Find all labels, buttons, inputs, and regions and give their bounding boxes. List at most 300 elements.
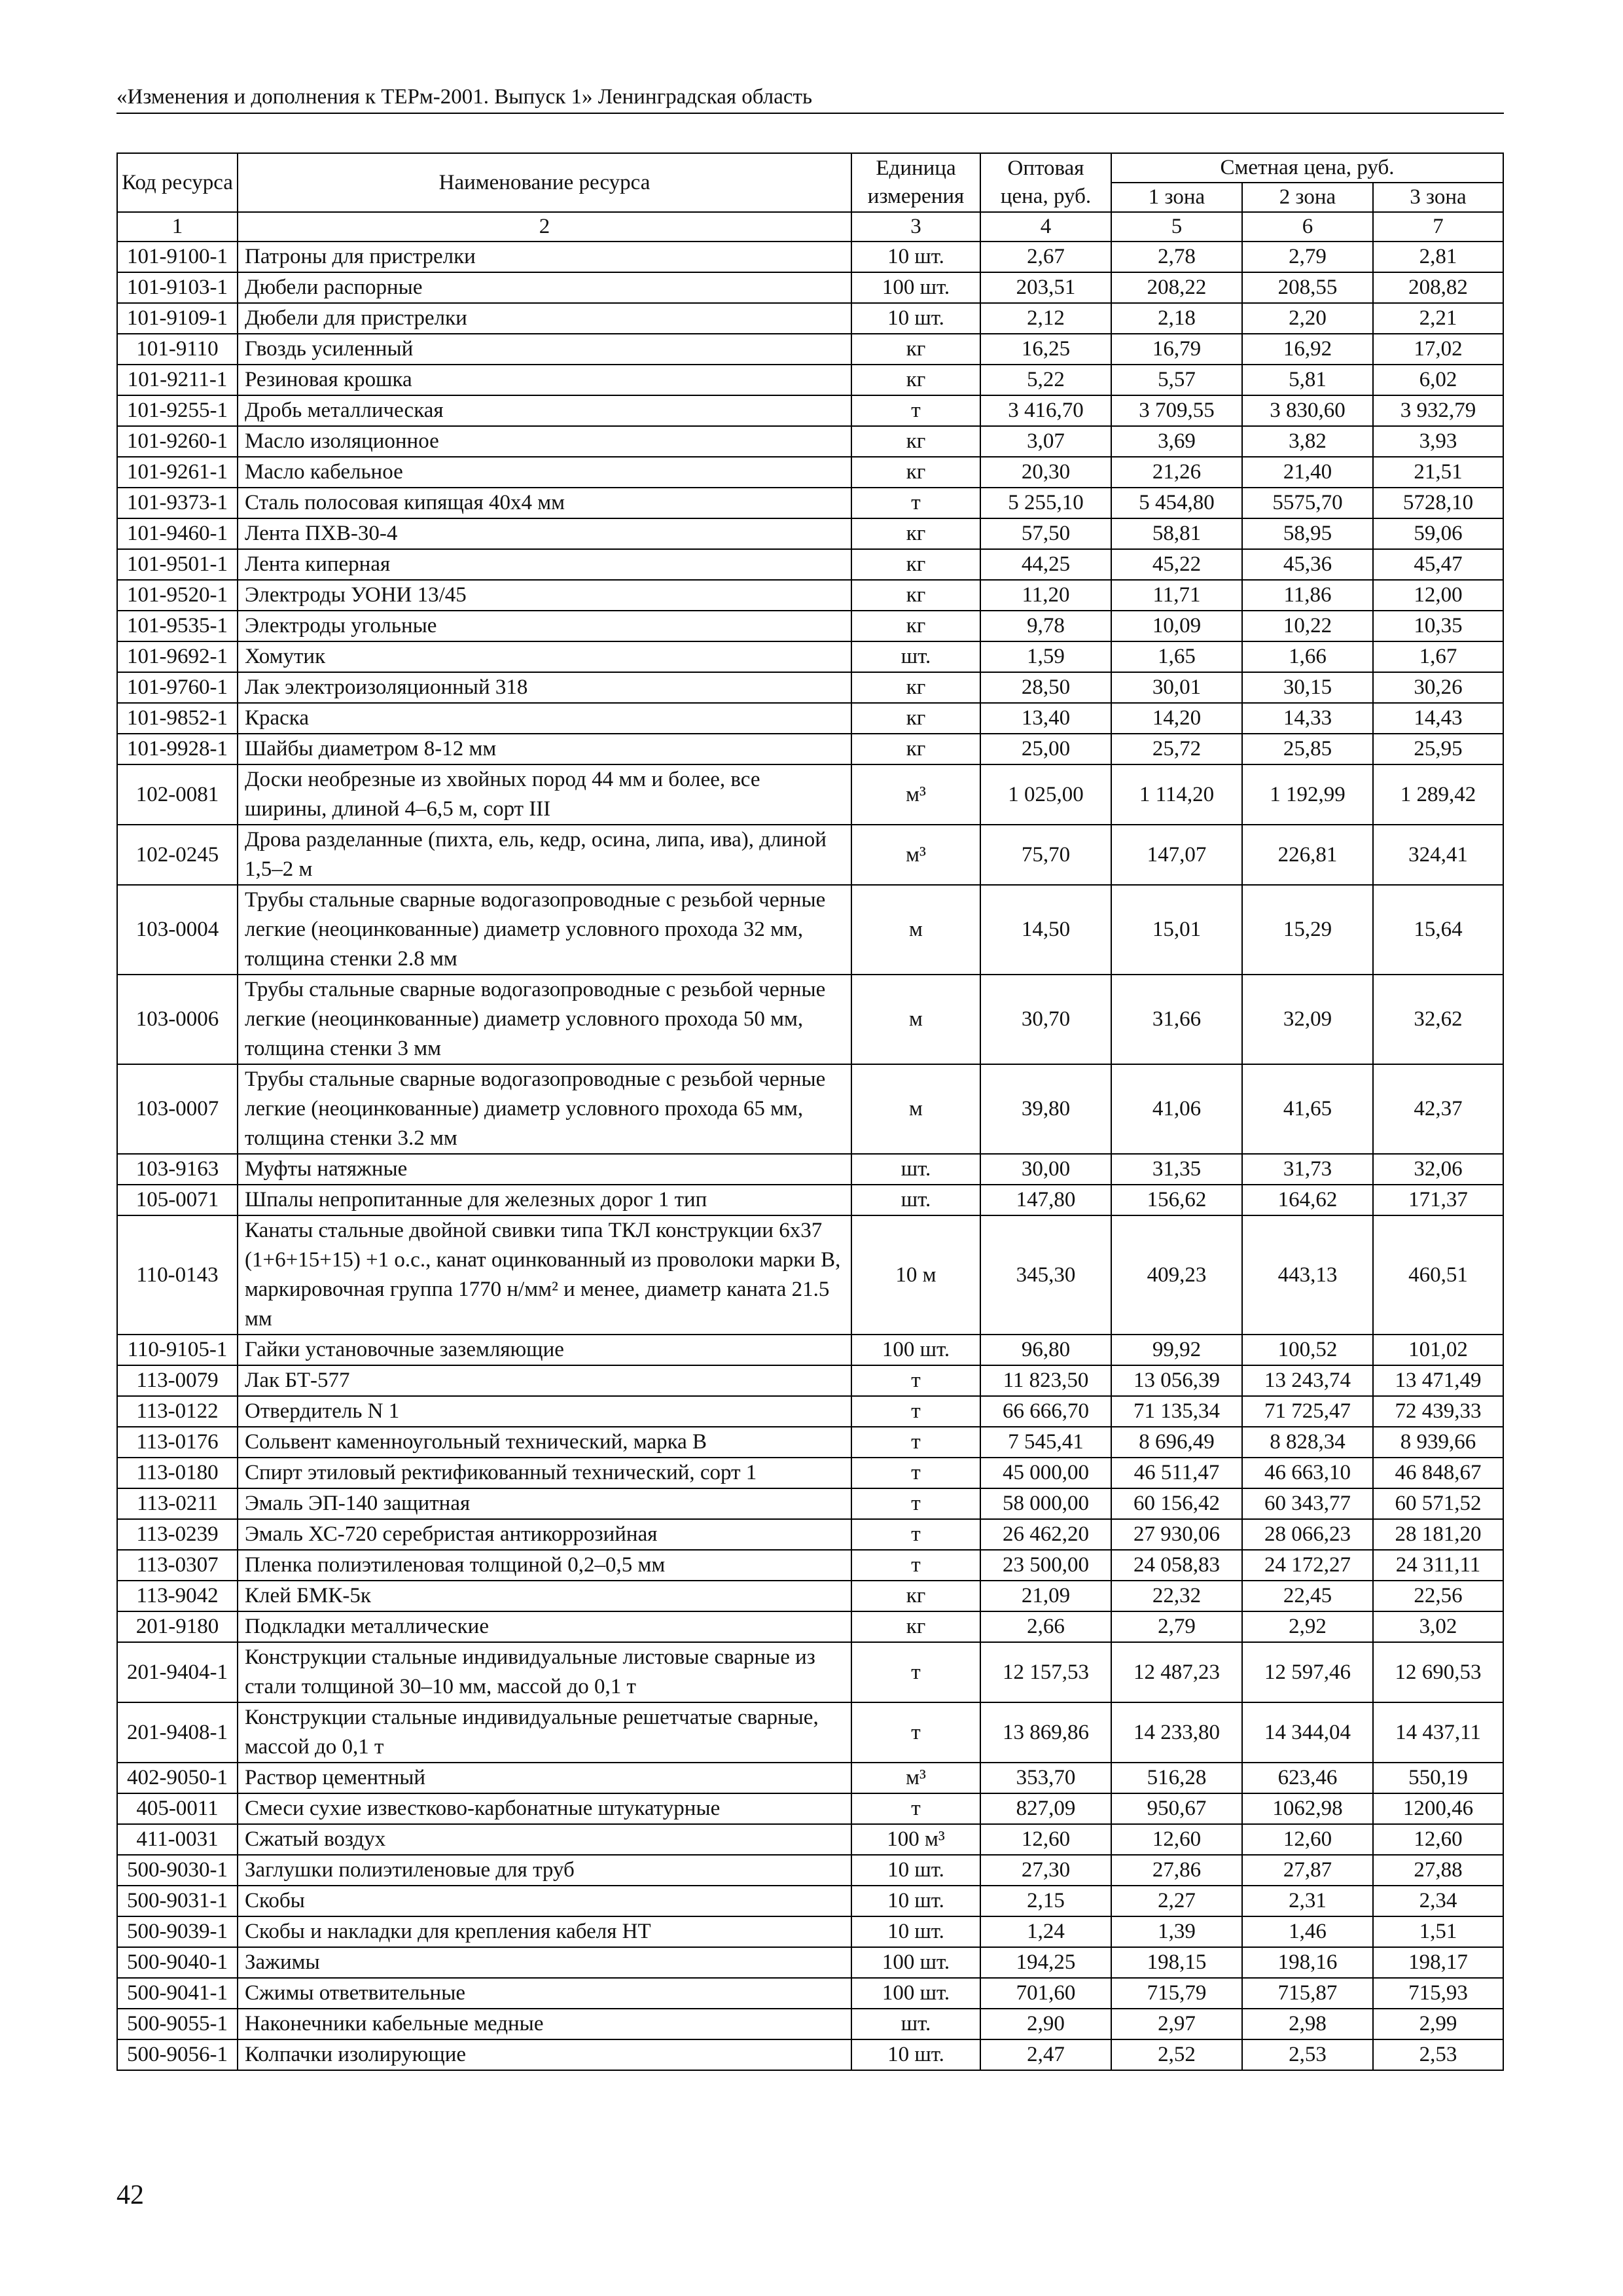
resource-name: Канаты стальные двойной свивки типа ТКЛ конструкции 6х37 (1+6+15+15) +1 о.с., канат оцинкованный из проволоки марки В, маркировочная группа 1770 н/мм² и менее, диаметр каната 21.5 мм bbox=[238, 1215, 851, 1335]
resource-code: 103-0007 bbox=[117, 1064, 238, 1154]
wholesale-price: 5,22 bbox=[980, 365, 1111, 395]
wholesale-price: 2,67 bbox=[980, 242, 1111, 272]
resource-code: 105-0071 bbox=[117, 1185, 238, 1215]
unit: кг bbox=[851, 580, 980, 611]
table-row bbox=[117, 1488, 1503, 1519]
zone3-price: 46 848,67 bbox=[1373, 1458, 1503, 1488]
resource-name: Смеси сухие известково-карбонатные штукатурные bbox=[238, 1793, 851, 1824]
zone2-price: 2,92 bbox=[1242, 1611, 1373, 1642]
resource-code: 101-9255-1 bbox=[117, 395, 238, 426]
wholesale-price: 28,50 bbox=[980, 672, 1111, 703]
unit: кг bbox=[851, 734, 980, 764]
table-row bbox=[117, 580, 1503, 611]
unit: 100 шт. bbox=[851, 1335, 980, 1365]
zone2-price: 8 828,34 bbox=[1242, 1427, 1373, 1458]
zone2-price: 3 830,60 bbox=[1242, 395, 1373, 426]
zone3-price: 24 311,11 bbox=[1373, 1550, 1503, 1581]
unit: т bbox=[851, 1396, 980, 1427]
zone2-price: 32,09 bbox=[1242, 975, 1373, 1064]
zone3-price: 2,99 bbox=[1373, 2009, 1503, 2039]
table-row bbox=[117, 2039, 1503, 2070]
column-number: 2 bbox=[238, 212, 851, 242]
zone2-price: 2,20 bbox=[1242, 303, 1373, 334]
resource-name: Колпачки изолирующие bbox=[238, 2039, 851, 2070]
unit: т bbox=[851, 1365, 980, 1396]
zone1-price: 58,81 bbox=[1111, 518, 1242, 549]
resource-code: 113-0180 bbox=[117, 1458, 238, 1488]
zone1-price: 30,01 bbox=[1111, 672, 1242, 703]
column-number: 5 bbox=[1111, 212, 1242, 242]
table-row bbox=[117, 1458, 1503, 1488]
resource-name: Сталь полосовая кипящая 40х4 мм bbox=[238, 488, 851, 518]
column-number: 7 bbox=[1373, 212, 1503, 242]
unit: 10 шт. bbox=[851, 303, 980, 334]
wholesale-price: 96,80 bbox=[980, 1335, 1111, 1365]
resource-name: Клей БМК-5к bbox=[238, 1581, 851, 1611]
zone2-price: 24 172,27 bbox=[1242, 1550, 1373, 1581]
resource-name: Гвоздь усиленный bbox=[238, 334, 851, 365]
table-row bbox=[117, 395, 1503, 426]
zone1-price: 16,79 bbox=[1111, 334, 1242, 365]
zone3-price: 32,06 bbox=[1373, 1154, 1503, 1185]
unit: кг bbox=[851, 703, 980, 734]
zone3-price: 1200,46 bbox=[1373, 1793, 1503, 1824]
zone3-price: 324,41 bbox=[1373, 825, 1503, 885]
zone2-price: 11,86 bbox=[1242, 580, 1373, 611]
table-row bbox=[117, 1611, 1503, 1642]
resource-code: 103-9163 bbox=[117, 1154, 238, 1185]
zone1-price: 12,60 bbox=[1111, 1824, 1242, 1855]
wholesale-price: 3,07 bbox=[980, 426, 1111, 457]
table-row bbox=[117, 1519, 1503, 1550]
zone3-price: 22,56 bbox=[1373, 1581, 1503, 1611]
zone2-price: 5575,70 bbox=[1242, 488, 1373, 518]
table-row bbox=[117, 1702, 1503, 1763]
zone2-price: 208,55 bbox=[1242, 272, 1373, 303]
zone2-price: 25,85 bbox=[1242, 734, 1373, 764]
wholesale-price: 194,25 bbox=[980, 1947, 1111, 1978]
zone3-price: 32,62 bbox=[1373, 975, 1503, 1064]
resource-code: 113-0211 bbox=[117, 1488, 238, 1519]
wholesale-price: 2,90 bbox=[980, 2009, 1111, 2039]
resource-name: Масло изоляционное bbox=[238, 426, 851, 457]
zone2-price: 27,87 bbox=[1242, 1855, 1373, 1886]
unit: т bbox=[851, 1488, 980, 1519]
zone1-price: 198,15 bbox=[1111, 1947, 1242, 1978]
resource-name: Шпалы непропитанные для железных дорог 1 тип bbox=[238, 1185, 851, 1215]
table-row bbox=[117, 242, 1503, 272]
resource-code: 113-0176 bbox=[117, 1427, 238, 1458]
resource-name: Дробь металлическая bbox=[238, 395, 851, 426]
unit: т bbox=[851, 1550, 980, 1581]
resource-name: Сжатый воздух bbox=[238, 1824, 851, 1855]
zone2-price: 2,98 bbox=[1242, 2009, 1373, 2039]
table-row bbox=[117, 1550, 1503, 1581]
zone1-price: 409,23 bbox=[1111, 1215, 1242, 1335]
resource-code: 500-9031-1 bbox=[117, 1886, 238, 1916]
zone1-price: 5 454,80 bbox=[1111, 488, 1242, 518]
table-row bbox=[117, 1335, 1503, 1365]
wholesale-price: 5 255,10 bbox=[980, 488, 1111, 518]
wholesale-price: 26 462,20 bbox=[980, 1519, 1111, 1550]
wholesale-price: 12 157,53 bbox=[980, 1642, 1111, 1702]
zone3-price: 14,43 bbox=[1373, 703, 1503, 734]
table-row bbox=[117, 1886, 1503, 1916]
unit: кг bbox=[851, 457, 980, 488]
unit: м³ bbox=[851, 825, 980, 885]
zone1-price: 1 114,20 bbox=[1111, 764, 1242, 825]
zone3-price: 59,06 bbox=[1373, 518, 1503, 549]
table-row bbox=[117, 1185, 1503, 1215]
resource-name: Доски необрезные из хвойных пород 44 мм и более, все ширины, длиной 4–6,5 м, сорт III bbox=[238, 764, 851, 825]
zone3-price: 1,67 bbox=[1373, 641, 1503, 672]
zone1-price: 1,39 bbox=[1111, 1916, 1242, 1947]
zone2-price: 443,13 bbox=[1242, 1215, 1373, 1335]
unit: 100 шт. bbox=[851, 272, 980, 303]
unit: кг bbox=[851, 426, 980, 457]
resource-code: 110-0143 bbox=[117, 1215, 238, 1335]
unit: 100 шт. bbox=[851, 1978, 980, 2009]
zone1-price: 14,20 bbox=[1111, 703, 1242, 734]
resource-code: 101-9535-1 bbox=[117, 611, 238, 641]
unit: м bbox=[851, 885, 980, 975]
wholesale-price: 23 500,00 bbox=[980, 1550, 1111, 1581]
unit: кг bbox=[851, 611, 980, 641]
resource-name: Электроды угольные bbox=[238, 611, 851, 641]
zone3-price: 13 471,49 bbox=[1373, 1365, 1503, 1396]
zone1-price: 21,26 bbox=[1111, 457, 1242, 488]
col-header-estimate: Сметная цена, руб. bbox=[1111, 153, 1503, 183]
resource-name: Трубы стальные сварные водогазопроводные с резьбой черные легкие (неоцинкованные) диаметр условного прохода 65 мм, толщина стенки 3.2 мм bbox=[238, 1064, 851, 1154]
zone3-price: 715,93 bbox=[1373, 1978, 1503, 2009]
zone2-price: 30,15 bbox=[1242, 672, 1373, 703]
table-row bbox=[117, 2009, 1503, 2039]
resource-name: Трубы стальные сварные водогазопроводные с резьбой черные легкие (неоцинкованные) диаметр условного прохода 50 мм, толщина стенки 3 мм bbox=[238, 975, 851, 1064]
wholesale-price: 9,78 bbox=[980, 611, 1111, 641]
resource-code: 101-9460-1 bbox=[117, 518, 238, 549]
table-row bbox=[117, 1763, 1503, 1793]
resource-code: 102-0081 bbox=[117, 764, 238, 825]
zone2-price: 15,29 bbox=[1242, 885, 1373, 975]
unit: т bbox=[851, 1793, 980, 1824]
zone3-price: 3 932,79 bbox=[1373, 395, 1503, 426]
resource-code: 113-0079 bbox=[117, 1365, 238, 1396]
zone3-price: 14 437,11 bbox=[1373, 1702, 1503, 1763]
unit: т bbox=[851, 1519, 980, 1550]
resource-code: 101-9520-1 bbox=[117, 580, 238, 611]
table-row bbox=[117, 611, 1503, 641]
table-row bbox=[117, 1855, 1503, 1886]
resource-name: Трубы стальные сварные водогазопроводные с резьбой черные легкие (неоцинкованные) диаметр условного прохода 32 мм, толщина стенки 2.8 мм bbox=[238, 885, 851, 975]
wholesale-price: 75,70 bbox=[980, 825, 1111, 885]
wholesale-price: 2,12 bbox=[980, 303, 1111, 334]
wholesale-price: 30,70 bbox=[980, 975, 1111, 1064]
table-row bbox=[117, 1396, 1503, 1427]
wholesale-price: 12,60 bbox=[980, 1824, 1111, 1855]
resource-code: 101-9261-1 bbox=[117, 457, 238, 488]
resource-name: Лак БТ-577 bbox=[238, 1365, 851, 1396]
column-number: 3 bbox=[851, 212, 980, 242]
zone3-price: 25,95 bbox=[1373, 734, 1503, 764]
resource-name: Зажимы bbox=[238, 1947, 851, 1978]
unit: 10 шт. bbox=[851, 1855, 980, 1886]
resource-name: Спирт этиловый ректификованный технический, сорт 1 bbox=[238, 1458, 851, 1488]
zone2-price: 21,40 bbox=[1242, 457, 1373, 488]
zone2-price: 5,81 bbox=[1242, 365, 1373, 395]
table-row bbox=[117, 1581, 1503, 1611]
resource-code: 201-9404-1 bbox=[117, 1642, 238, 1702]
zone1-price: 1,65 bbox=[1111, 641, 1242, 672]
resource-code: 500-9041-1 bbox=[117, 1978, 238, 2009]
zone3-price: 45,47 bbox=[1373, 549, 1503, 580]
wholesale-price: 20,30 bbox=[980, 457, 1111, 488]
zone3-price: 15,64 bbox=[1373, 885, 1503, 975]
wholesale-price: 21,09 bbox=[980, 1581, 1111, 1611]
wholesale-price: 1,24 bbox=[980, 1916, 1111, 1947]
table-head bbox=[117, 153, 1503, 242]
table-row bbox=[117, 672, 1503, 703]
column-number: 6 bbox=[1242, 212, 1373, 242]
resource-name: Лак электроизоляционный 318 bbox=[238, 672, 851, 703]
zone3-price: 3,93 bbox=[1373, 426, 1503, 457]
zone3-price: 171,37 bbox=[1373, 1185, 1503, 1215]
unit: шт. bbox=[851, 641, 980, 672]
zone1-price: 3,69 bbox=[1111, 426, 1242, 457]
resource-name: Отвердитель N 1 bbox=[238, 1396, 851, 1427]
zone2-price: 28 066,23 bbox=[1242, 1519, 1373, 1550]
zone3-price: 2,21 bbox=[1373, 303, 1503, 334]
resource-name: Скобы и накладки для крепления кабеля НТ bbox=[238, 1916, 851, 1947]
resource-name: Эмаль ЭП-140 защитная bbox=[238, 1488, 851, 1519]
zone1-price: 31,66 bbox=[1111, 975, 1242, 1064]
resource-code: 103-0006 bbox=[117, 975, 238, 1064]
table-row bbox=[117, 703, 1503, 734]
table-row bbox=[117, 1215, 1503, 1335]
zone2-price: 2,79 bbox=[1242, 242, 1373, 272]
table-row bbox=[117, 518, 1503, 549]
resource-name: Муфты натяжные bbox=[238, 1154, 851, 1185]
col-header-zone3: 3 зона bbox=[1373, 183, 1503, 212]
unit: 10 шт. bbox=[851, 1886, 980, 1916]
zone2-price: 58,95 bbox=[1242, 518, 1373, 549]
table-row bbox=[117, 272, 1503, 303]
resource-code: 101-9852-1 bbox=[117, 703, 238, 734]
table-row bbox=[117, 488, 1503, 518]
zone3-price: 2,53 bbox=[1373, 2039, 1503, 2070]
zone1-price: 2,18 bbox=[1111, 303, 1242, 334]
zone3-price: 550,19 bbox=[1373, 1763, 1503, 1793]
unit: т bbox=[851, 1642, 980, 1702]
resource-code: 101-9100-1 bbox=[117, 242, 238, 272]
zone1-price: 41,06 bbox=[1111, 1064, 1242, 1154]
table-row bbox=[117, 457, 1503, 488]
zone1-price: 2,27 bbox=[1111, 1886, 1242, 1916]
unit: т bbox=[851, 1458, 980, 1488]
resource-code: 101-9373-1 bbox=[117, 488, 238, 518]
table-body bbox=[117, 242, 1503, 2070]
unit: кг bbox=[851, 1581, 980, 1611]
zone2-price: 1 192,99 bbox=[1242, 764, 1373, 825]
resource-name: Раствор цементный bbox=[238, 1763, 851, 1793]
unit: м³ bbox=[851, 1763, 980, 1793]
resource-code: 101-9501-1 bbox=[117, 549, 238, 580]
zone3-price: 1 289,42 bbox=[1373, 764, 1503, 825]
wholesale-price: 16,25 bbox=[980, 334, 1111, 365]
column-number: 1 bbox=[117, 212, 238, 242]
zone3-price: 12 690,53 bbox=[1373, 1642, 1503, 1702]
unit: 10 шт. bbox=[851, 242, 980, 272]
zone2-price: 45,36 bbox=[1242, 549, 1373, 580]
unit: м bbox=[851, 1064, 980, 1154]
resource-code: 113-0122 bbox=[117, 1396, 238, 1427]
unit: м³ bbox=[851, 764, 980, 825]
column-numbers-row bbox=[117, 212, 1503, 242]
unit: 100 м³ bbox=[851, 1824, 980, 1855]
wholesale-price: 2,47 bbox=[980, 2039, 1111, 2070]
zone1-price: 156,62 bbox=[1111, 1185, 1242, 1215]
zone1-price: 2,78 bbox=[1111, 242, 1242, 272]
zone1-price: 24 058,83 bbox=[1111, 1550, 1242, 1581]
resource-name: Резиновая крошка bbox=[238, 365, 851, 395]
unit: кг bbox=[851, 549, 980, 580]
table-row bbox=[117, 764, 1503, 825]
resource-name: Наконечники кабельные медные bbox=[238, 2009, 851, 2039]
unit: т bbox=[851, 395, 980, 426]
zone1-price: 715,79 bbox=[1111, 1978, 1242, 2009]
zone2-price: 1,66 bbox=[1242, 641, 1373, 672]
resource-code: 102-0245 bbox=[117, 825, 238, 885]
resource-name: Сжимы ответвительные bbox=[238, 1978, 851, 2009]
zone1-price: 60 156,42 bbox=[1111, 1488, 1242, 1519]
resource-name: Дюбели для пристрелки bbox=[238, 303, 851, 334]
zone2-price: 623,46 bbox=[1242, 1763, 1373, 1793]
resource-code: 201-9408-1 bbox=[117, 1702, 238, 1763]
wholesale-price: 3 416,70 bbox=[980, 395, 1111, 426]
resource-code: 500-9040-1 bbox=[117, 1947, 238, 1978]
wholesale-price: 7 545,41 bbox=[980, 1427, 1111, 1458]
zone1-price: 27 930,06 bbox=[1111, 1519, 1242, 1550]
zone3-price: 60 571,52 bbox=[1373, 1488, 1503, 1519]
zone3-price: 72 439,33 bbox=[1373, 1396, 1503, 1427]
zone1-price: 22,32 bbox=[1111, 1581, 1242, 1611]
zone1-price: 46 511,47 bbox=[1111, 1458, 1242, 1488]
zone2-price: 226,81 bbox=[1242, 825, 1373, 885]
col-header-zone2: 2 зона bbox=[1242, 183, 1373, 212]
header-divider bbox=[116, 113, 1504, 114]
resource-code: 101-9692-1 bbox=[117, 641, 238, 672]
unit: кг bbox=[851, 1611, 980, 1642]
resource-name: Конструкции стальные индивидуальные решетчатые сварные, массой до 0,1 т bbox=[238, 1702, 851, 1763]
zone3-price: 28 181,20 bbox=[1373, 1519, 1503, 1550]
unit: шт. bbox=[851, 1154, 980, 1185]
table-row bbox=[117, 1642, 1503, 1702]
wholesale-price: 44,25 bbox=[980, 549, 1111, 580]
zone2-price: 1062,98 bbox=[1242, 1793, 1373, 1824]
zone2-price: 198,16 bbox=[1242, 1947, 1373, 1978]
wholesale-price: 14,50 bbox=[980, 885, 1111, 975]
zone1-price: 5,57 bbox=[1111, 365, 1242, 395]
zone1-price: 208,22 bbox=[1111, 272, 1242, 303]
zone2-price: 60 343,77 bbox=[1242, 1488, 1373, 1519]
zone3-price: 8 939,66 bbox=[1373, 1427, 1503, 1458]
resource-name: Конструкции стальные индивидуальные листовые сварные из стали толщиной 30–10 мм, массой до 0,1 т bbox=[238, 1642, 851, 1702]
resource-name: Подкладки металлические bbox=[238, 1611, 851, 1642]
zone2-price: 10,22 bbox=[1242, 611, 1373, 641]
zone3-price: 2,34 bbox=[1373, 1886, 1503, 1916]
resource-price-table bbox=[116, 152, 1504, 2071]
resource-code: 103-0004 bbox=[117, 885, 238, 975]
zone3-price: 12,60 bbox=[1373, 1824, 1503, 1855]
zone1-price: 2,79 bbox=[1111, 1611, 1242, 1642]
resource-code: 500-9056-1 bbox=[117, 2039, 238, 2070]
zone1-price: 13 056,39 bbox=[1111, 1365, 1242, 1396]
col-header-code: Код ресурса bbox=[117, 153, 238, 212]
wholesale-price: 11 823,50 bbox=[980, 1365, 1111, 1396]
zone2-price: 16,92 bbox=[1242, 334, 1373, 365]
zone2-price: 100,52 bbox=[1242, 1335, 1373, 1365]
unit: т bbox=[851, 1702, 980, 1763]
wholesale-price: 701,60 bbox=[980, 1978, 1111, 2009]
table-row bbox=[117, 1793, 1503, 1824]
zone1-price: 950,67 bbox=[1111, 1793, 1242, 1824]
resource-code: 402-9050-1 bbox=[117, 1763, 238, 1793]
wholesale-price: 203,51 bbox=[980, 272, 1111, 303]
wholesale-price: 57,50 bbox=[980, 518, 1111, 549]
resource-name: Гайки установочные заземляющие bbox=[238, 1335, 851, 1365]
table-row bbox=[117, 1824, 1503, 1855]
resource-code: 500-9030-1 bbox=[117, 1855, 238, 1886]
zone2-price: 12,60 bbox=[1242, 1824, 1373, 1855]
zone2-price: 2,53 bbox=[1242, 2039, 1373, 2070]
table-row bbox=[117, 1947, 1503, 1978]
resource-code: 411-0031 bbox=[117, 1824, 238, 1855]
unit: шт. bbox=[851, 2009, 980, 2039]
table-row bbox=[117, 885, 1503, 975]
table-row bbox=[117, 334, 1503, 365]
zone3-price: 2,81 bbox=[1373, 242, 1503, 272]
zone1-price: 516,28 bbox=[1111, 1763, 1242, 1793]
zone1-price: 71 135,34 bbox=[1111, 1396, 1242, 1427]
wholesale-price: 2,15 bbox=[980, 1886, 1111, 1916]
zone3-price: 42,37 bbox=[1373, 1064, 1503, 1154]
resource-code: 101-9260-1 bbox=[117, 426, 238, 457]
wholesale-price: 27,30 bbox=[980, 1855, 1111, 1886]
resource-code: 113-0307 bbox=[117, 1550, 238, 1581]
zone3-price: 1,51 bbox=[1373, 1916, 1503, 1947]
resource-code: 113-0239 bbox=[117, 1519, 238, 1550]
resource-code: 500-9039-1 bbox=[117, 1916, 238, 1947]
col-header-unit: Единица измерения bbox=[851, 153, 980, 212]
zone1-price: 8 696,49 bbox=[1111, 1427, 1242, 1458]
wholesale-price: 11,20 bbox=[980, 580, 1111, 611]
table-row bbox=[117, 549, 1503, 580]
resource-name: Патроны для пристрелки bbox=[238, 242, 851, 272]
unit: кг bbox=[851, 334, 980, 365]
zone3-price: 460,51 bbox=[1373, 1215, 1503, 1335]
table-row bbox=[117, 1154, 1503, 1185]
zone2-price: 46 663,10 bbox=[1242, 1458, 1373, 1488]
wholesale-price: 45 000,00 bbox=[980, 1458, 1111, 1488]
zone3-price: 208,82 bbox=[1373, 272, 1503, 303]
table-row bbox=[117, 825, 1503, 885]
zone1-price: 11,71 bbox=[1111, 580, 1242, 611]
unit: 10 м bbox=[851, 1215, 980, 1335]
zone3-price: 6,02 bbox=[1373, 365, 1503, 395]
wholesale-price: 827,09 bbox=[980, 1793, 1111, 1824]
unit: 10 шт. bbox=[851, 2039, 980, 2070]
zone1-price: 10,09 bbox=[1111, 611, 1242, 641]
zone3-price: 5728,10 bbox=[1373, 488, 1503, 518]
